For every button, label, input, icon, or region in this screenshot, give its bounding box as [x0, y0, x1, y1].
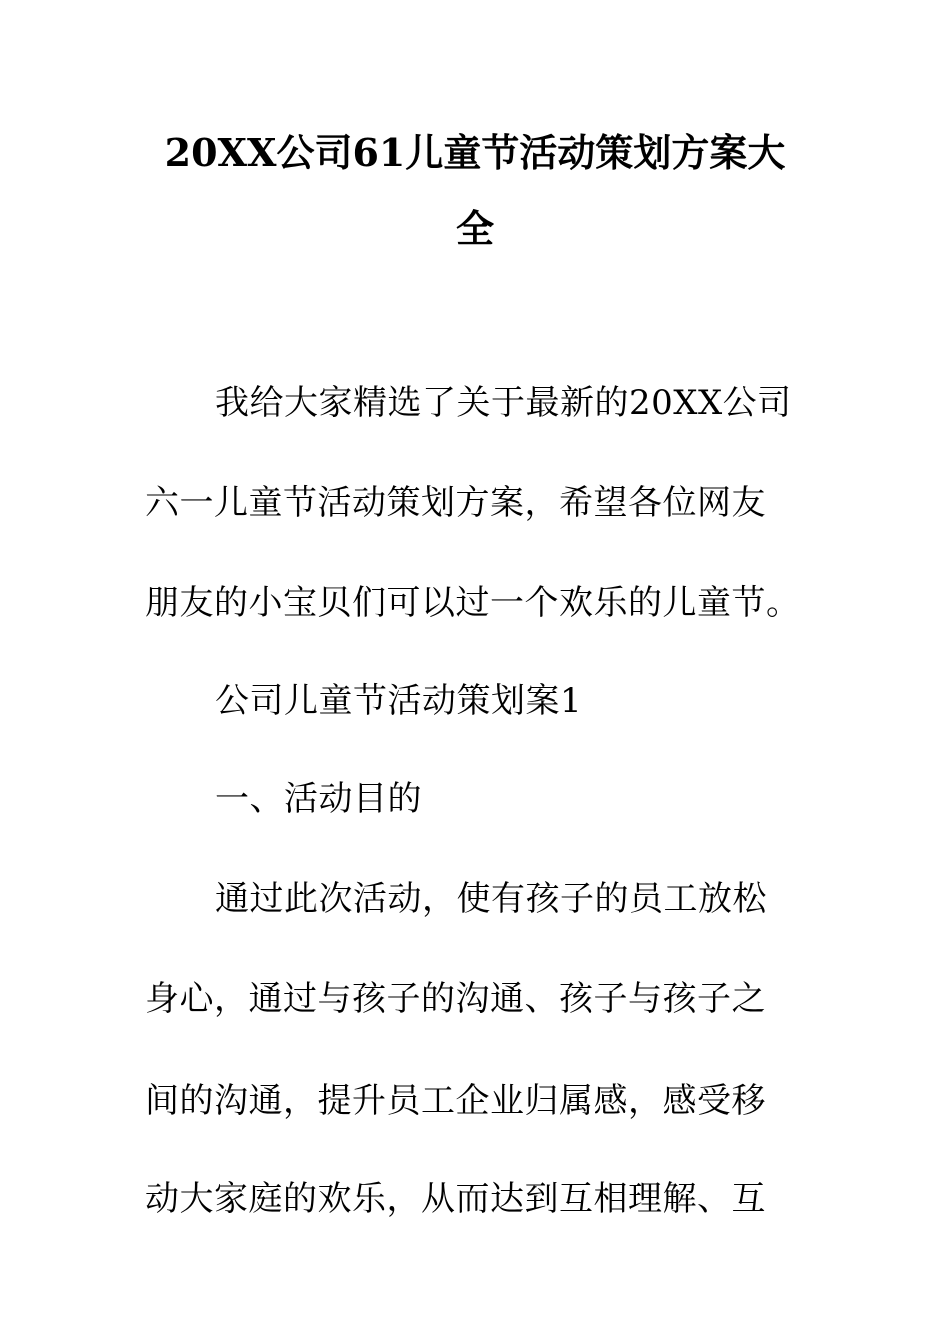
document-title-line-2: 全	[455, 206, 494, 251]
document-title-line-1: 20XX公司61儿童节活动策划方案大	[164, 130, 786, 175]
paragraph-line: 我给大家精选了关于最新的20XX公司	[215, 383, 792, 423]
paragraph-line: 六一儿童节活动策划方案，希望各位网友	[145, 483, 766, 523]
paragraph-line: 朋友的小宝贝们可以过一个欢乐的儿童节。	[145, 583, 801, 623]
paragraph-line: 间的沟通，提升员工企业归属感，感受移	[145, 1081, 766, 1121]
section-heading: 公司儿童节活动策划案1	[215, 681, 583, 721]
subsection-heading: 一、活动目的	[215, 779, 422, 819]
paragraph-line: 通过此次活动，使有孩子的员工放松	[215, 879, 767, 919]
paragraph-line: 身心，通过与孩子的沟通、孩子与孩子之	[145, 979, 766, 1019]
paragraph-line: 动大家庭的欢乐，从而达到互相理解、互	[145, 1179, 766, 1219]
